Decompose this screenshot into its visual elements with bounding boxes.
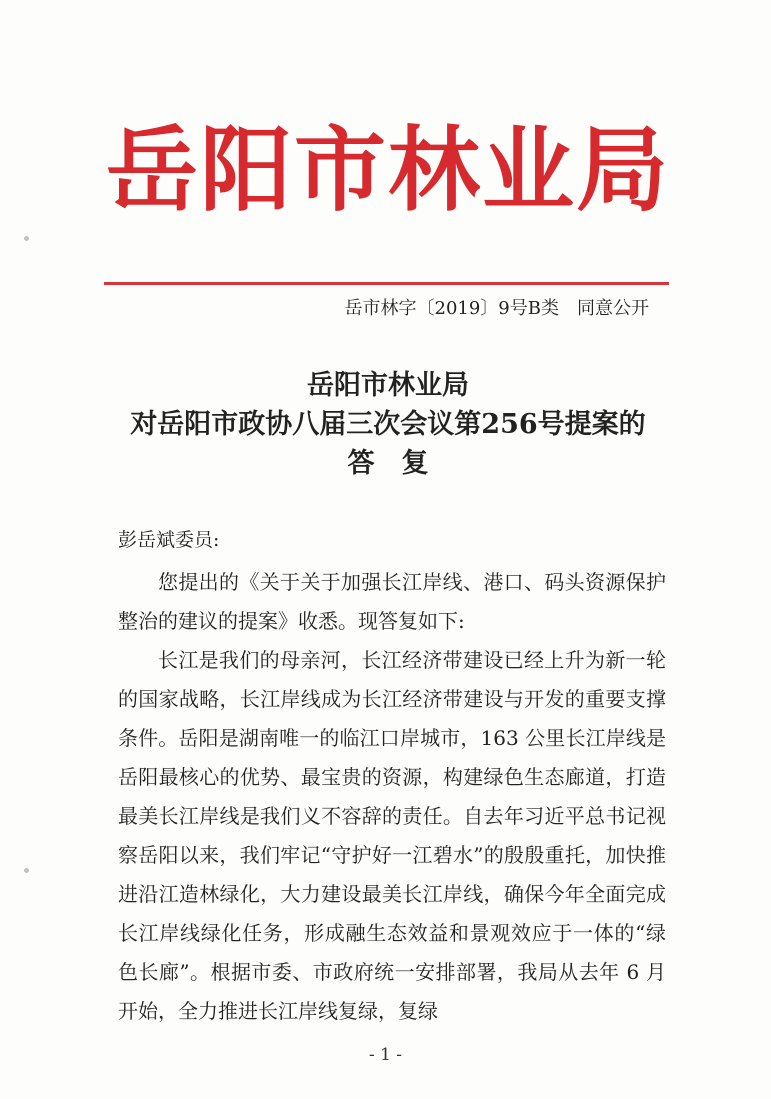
scan-hole-mark (24, 868, 29, 873)
page-number: - 1 - (368, 1045, 403, 1065)
salutation: 彭岳斌委员: (118, 529, 220, 551)
title-line-3: 答 复 (347, 448, 429, 479)
document-number: 岳市林字〔2019〕9号B类 同意公开 (344, 298, 649, 319)
title-line-1: 岳阳市林业局 (307, 370, 469, 401)
paragraph-2: 长江是我们的母亲河，长江经济带建设已经上升为新一轮的国家战略，长江岸线成为长江经济带建设与开发的重要支撑条件。岳阳是湖南唯一的临江口岸城市，163 公里长江岸线是岳阳最核心的优势、最宝贵的资源，构建绿色生态廊道，打造最美长江岸线是我们义不容辞的责任。自去年习近平总书记视察岳阳以来，我们牢记“守护好一江碧水”的殷殷重托，加快推进沿江造林绿化，大力建设最美长江岸线，确保今年全面完成长江岸线绿化任务，形成融生态效益和景观效应于一体的“绿色长廊”。根据市委、市政府统一安排部署，我局从去年 6 月开始，全力推进长江岸线复绿，复绿 (118, 648, 666, 1023)
body-text (118, 563, 666, 1031)
masthead-title: 岳阳市林业局 (105, 116, 670, 224)
scan-hole-mark (24, 236, 29, 241)
red-divider-line (104, 282, 669, 285)
paragraph-1: 您提出的《关于关于加强长江岸线、港口、码头资源保护整治的建议的提案》收悉。现答复如下: (118, 570, 666, 633)
document-title (88, 366, 688, 483)
title-line-2: 对岳阳市政协八届三次会议第256号提案的 (130, 409, 646, 440)
